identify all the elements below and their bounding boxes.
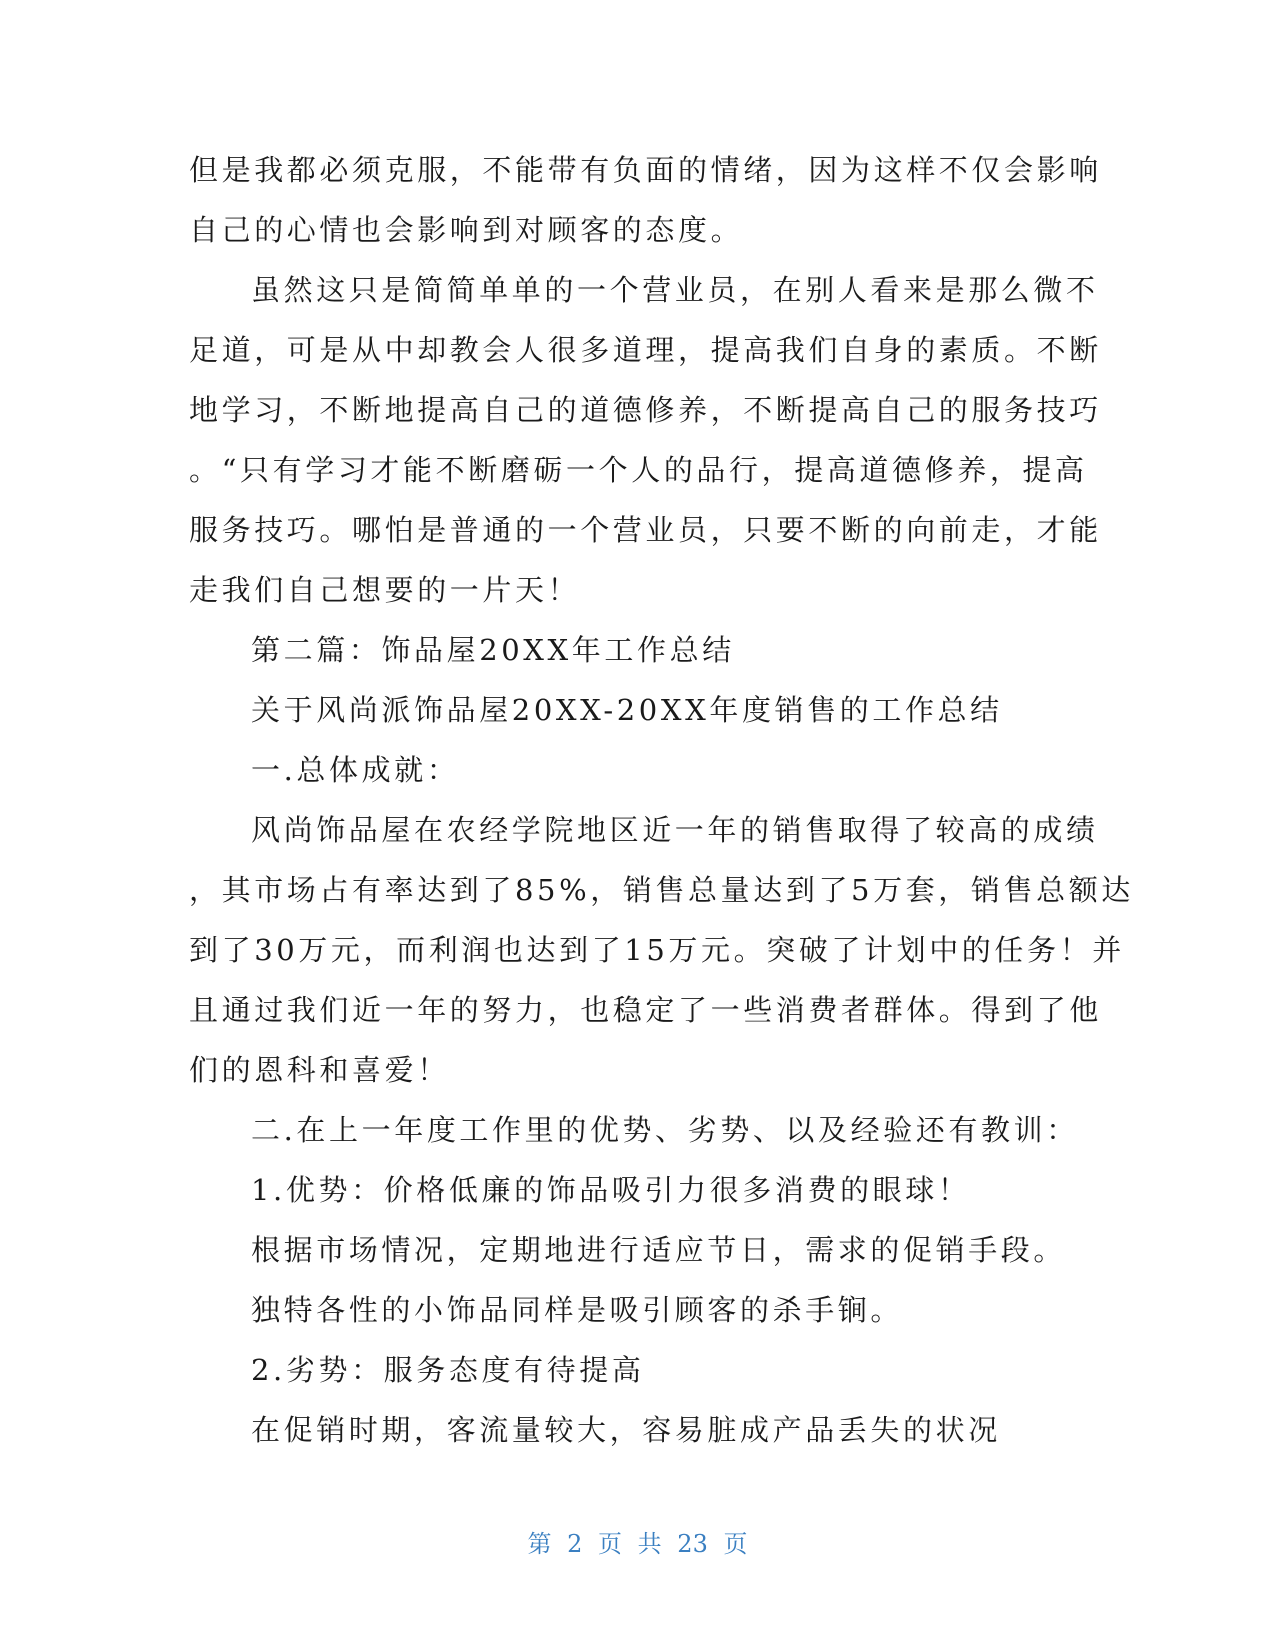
list-item-weaknesses: 2.劣势：服务态度有待提高 (251, 1353, 645, 1387)
document-body (189, 140, 1134, 1460)
text-line: 走我们自己想要的一片天！ (189, 573, 581, 607)
text-line: 独特各性的小饰品同样是吸引顾客的杀手锏。 (251, 1293, 904, 1327)
text-line: 地学习，不断地提高自己的道德修养，不断提高自己的服务技巧 (189, 393, 1102, 427)
text-line: 自己的心情也会影响到对顾客的态度。 (189, 213, 744, 247)
paragraph-start: 风尚饰品屋在农经学院地区近一年的销售取得了较高的成绩 (251, 813, 1099, 847)
text-line: 但是我都必须克服，不能带有负面的情绪，因为这样不仅会影响 (189, 153, 1102, 187)
heading-overall-achievement: 一.总体成就： (251, 753, 460, 787)
text-line: ，其市场占有率达到了85%，销售总量达到了5万套，销售总额达 (189, 873, 1134, 907)
text-line: 。“只有学习才能不断磨砺一个人的品行，提高道德修养，提高 (189, 453, 1088, 487)
report-title: 关于风尚派饰品屋20XX-20XX年度销售的工作总结 (251, 693, 1003, 727)
text-line: 到了30万元，而利润也达到了15万元。突破了计划中的任务！并 (189, 933, 1125, 967)
list-item-strengths: 1.优势：价格低廉的饰品吸引力很多消费的眼球！ (251, 1173, 971, 1207)
section-title: 第二篇：饰品屋20XX年工作总结 (251, 633, 735, 667)
page-number-footer: 第 2 页 共 23 页 (527, 1530, 748, 1558)
text-line: 且通过我们近一年的努力，也稳定了一些消费者群体。得到了他 (189, 993, 1102, 1027)
paragraph-start: 虽然这只是简简单单的一个营业员，在别人看来是那么微不 (251, 273, 1099, 307)
heading-strengths-weaknesses: 二.在上一年度工作里的优势、劣势、以及经验还有教训： (251, 1113, 1079, 1147)
text-line: 根据市场情况，定期地进行适应节日，需求的促销手段。 (251, 1233, 1067, 1267)
text-line: 足道，可是从中却教会人很多道理，提高我们自身的素质。不断 (189, 333, 1102, 367)
text-line: 们的恩科和喜爱！ (189, 1053, 450, 1087)
text-line: 在促销时期，客流量较大，容易脏成产品丢失的状况 (251, 1413, 1001, 1447)
text-line: 服务技巧。哪怕是普通的一个营业员，只要不断的向前走，才能 (189, 513, 1102, 547)
